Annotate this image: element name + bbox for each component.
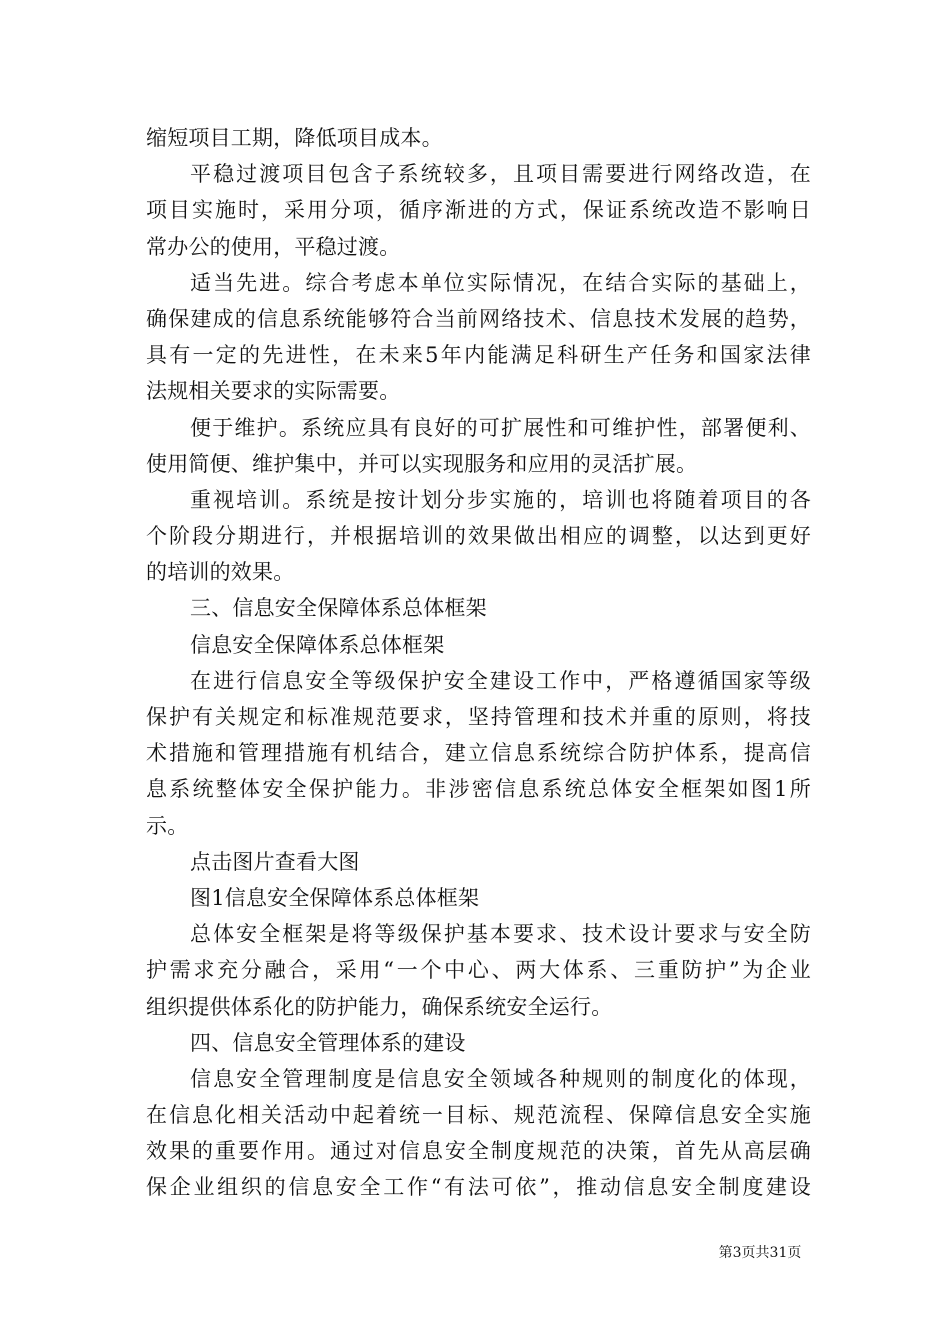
paragraph-line: 保企业组织的信息安全工作“有法可依”，推动信息安全制度建设 — [146, 1175, 811, 1200]
subsection-heading: 信息安全保障体系总体框架 — [190, 632, 445, 657]
page-footer — [0, 1243, 950, 1263]
paragraph-line: 项目实施时，采用分项，循序渐进的方式，保证系统改造不影响日 — [146, 198, 811, 223]
paragraph-line: 法规相关要求的实际需要。 — [146, 379, 401, 404]
paragraph-line: 确保建成的信息系统能够符合当前网络技术、信息技术发展的趋势， — [146, 306, 811, 331]
paragraph-line: 便于维护。系统应具有良好的可扩展性和可维护性，部署便利、 — [190, 415, 811, 440]
document-body — [146, 120, 811, 1206]
paragraph-line: 缩短项目工期，降低项目成本。 — [146, 126, 443, 150]
view-image-link[interactable]: 点击图片查看大图 — [190, 849, 360, 874]
paragraph-line: 息系统整体安全保护能力。非涉密信息系统总体安全框架如图1所 — [146, 777, 811, 802]
paragraph-line: 常办公的使用，平稳过渡。 — [146, 234, 401, 259]
paragraph-line: 保护有关规定和标准规范要求，坚持管理和技术并重的原则，将技 — [146, 705, 811, 729]
paragraph-line: 个阶段分期进行，并根据培训的效果做出相应的调整，以达到更好 — [146, 524, 811, 549]
paragraph-line: 信息安全管理制度是信息安全领域各种规则的制度化的体现， — [190, 1066, 811, 1091]
section-heading: 三、信息安全保障体系总体框架 — [190, 596, 487, 621]
figure-caption: 图1信息安全保障体系总体框架 — [190, 885, 480, 910]
paragraph-line: 平稳过渡项目包含子系统较多，且项目需要进行网络改造，在 — [190, 162, 811, 187]
section-heading: 四、信息安全管理体系的建设 — [190, 1030, 466, 1055]
page-number: 第3页共31页 — [718, 1245, 802, 1261]
paragraph-line: 总体安全框架是将等级保护基本要求、技术设计要求与安全防 — [190, 922, 811, 947]
paragraph-line: 护需求充分融合，采用“一个中心、两大体系、三重防护”为企业 — [146, 958, 811, 983]
paragraph-line: 具有一定的先进性，在未来5年内能满足科研生产任务和国家法律 — [146, 343, 811, 368]
paragraph-line: 重视培训。系统是按计划分步实施的，培训也将随着项目的各 — [190, 487, 811, 512]
paragraph-line: 适当先进。综合考虑本单位实际情况，在结合实际的基础上， — [190, 270, 811, 295]
paragraph-line: 术措施和管理措施有机结合，建立信息系统综合防护体系，提高信 — [146, 741, 811, 766]
paragraph-line: 在进行信息安全等级保护安全建设工作中，严格遵循国家等级 — [190, 668, 811, 693]
paragraph-line: 的培训的效果。 — [146, 560, 295, 585]
paragraph-line: 组织提供体系化的防护能力，确保系统安全运行。 — [146, 994, 613, 1019]
paragraph-line: 效果的重要作用。通过对信息安全制度规范的决策，首先从高层确 — [146, 1139, 811, 1164]
paragraph-line: 在信息化相关活动中起着统一目标、规范流程、保障信息安全实施 — [146, 1103, 811, 1128]
paragraph-line: 使用简便、维护集中，并可以实现服务和应用的灵活扩展。 — [146, 451, 698, 476]
paragraph-line: 示。 — [146, 813, 189, 838]
